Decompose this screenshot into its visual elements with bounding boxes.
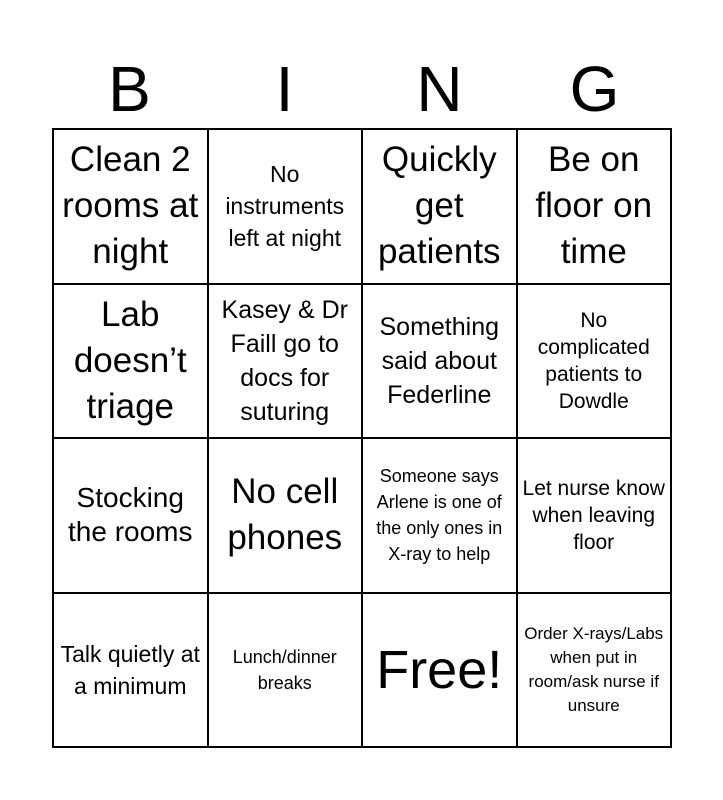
cell-text: Order X-rays/Labs when put in room/ask nurse if unsure bbox=[524, 623, 664, 715]
bingo-cell[interactable] bbox=[53, 593, 208, 748]
cell-text: Talk quietly at a minimum bbox=[60, 640, 200, 699]
bingo-cell[interactable] bbox=[517, 129, 672, 284]
header-letter-i: I bbox=[275, 53, 294, 125]
header-letter-g: G bbox=[569, 53, 620, 125]
cell-text: Clean 2 rooms at night bbox=[62, 140, 199, 272]
bingo-header bbox=[52, 50, 672, 128]
cell-text: Stocking the rooms bbox=[68, 482, 193, 548]
cell-text: Someone says Arlene is one of the only ones in X-ray to help bbox=[376, 466, 503, 565]
bingo-cell[interactable] bbox=[53, 438, 208, 593]
bingo-cell[interactable] bbox=[362, 438, 517, 593]
cell-text: Quickly get patients bbox=[377, 140, 501, 272]
bingo-cell[interactable] bbox=[53, 284, 208, 439]
bingo-cell[interactable] bbox=[208, 593, 363, 748]
cell-text: No complicated patients to Dowdle bbox=[537, 308, 650, 413]
cell-text: Lab doesn’t triage bbox=[73, 294, 187, 426]
cell-text: Kasey & Dr Faill go to docs for suturing bbox=[221, 295, 348, 426]
cell-text: Let nurse know when leaving floor bbox=[522, 476, 665, 554]
free-space-cell[interactable] bbox=[362, 593, 517, 748]
cell-text: Lunch/dinner breaks bbox=[232, 646, 337, 693]
header-letter-n: N bbox=[416, 53, 463, 125]
bingo-cell[interactable] bbox=[362, 284, 517, 439]
bingo-cell[interactable] bbox=[362, 129, 517, 284]
cell-text: No cell phones bbox=[227, 472, 343, 558]
bingo-grid bbox=[52, 128, 672, 748]
cell-text: No instruments left at night bbox=[225, 161, 345, 252]
bingo-cell[interactable] bbox=[208, 284, 363, 439]
header-letter-b: B bbox=[108, 53, 151, 125]
bingo-cell[interactable] bbox=[517, 284, 672, 439]
bingo-cell[interactable] bbox=[53, 129, 208, 284]
cell-text: Something said about Federline bbox=[379, 312, 500, 409]
bingo-cell[interactable] bbox=[517, 593, 672, 748]
bingo-cell[interactable] bbox=[208, 438, 363, 593]
bingo-cell[interactable] bbox=[208, 129, 363, 284]
bingo-cell[interactable] bbox=[517, 438, 672, 593]
cell-text: Be on floor on time bbox=[535, 140, 653, 272]
free-space-text: Free! bbox=[376, 639, 503, 700]
